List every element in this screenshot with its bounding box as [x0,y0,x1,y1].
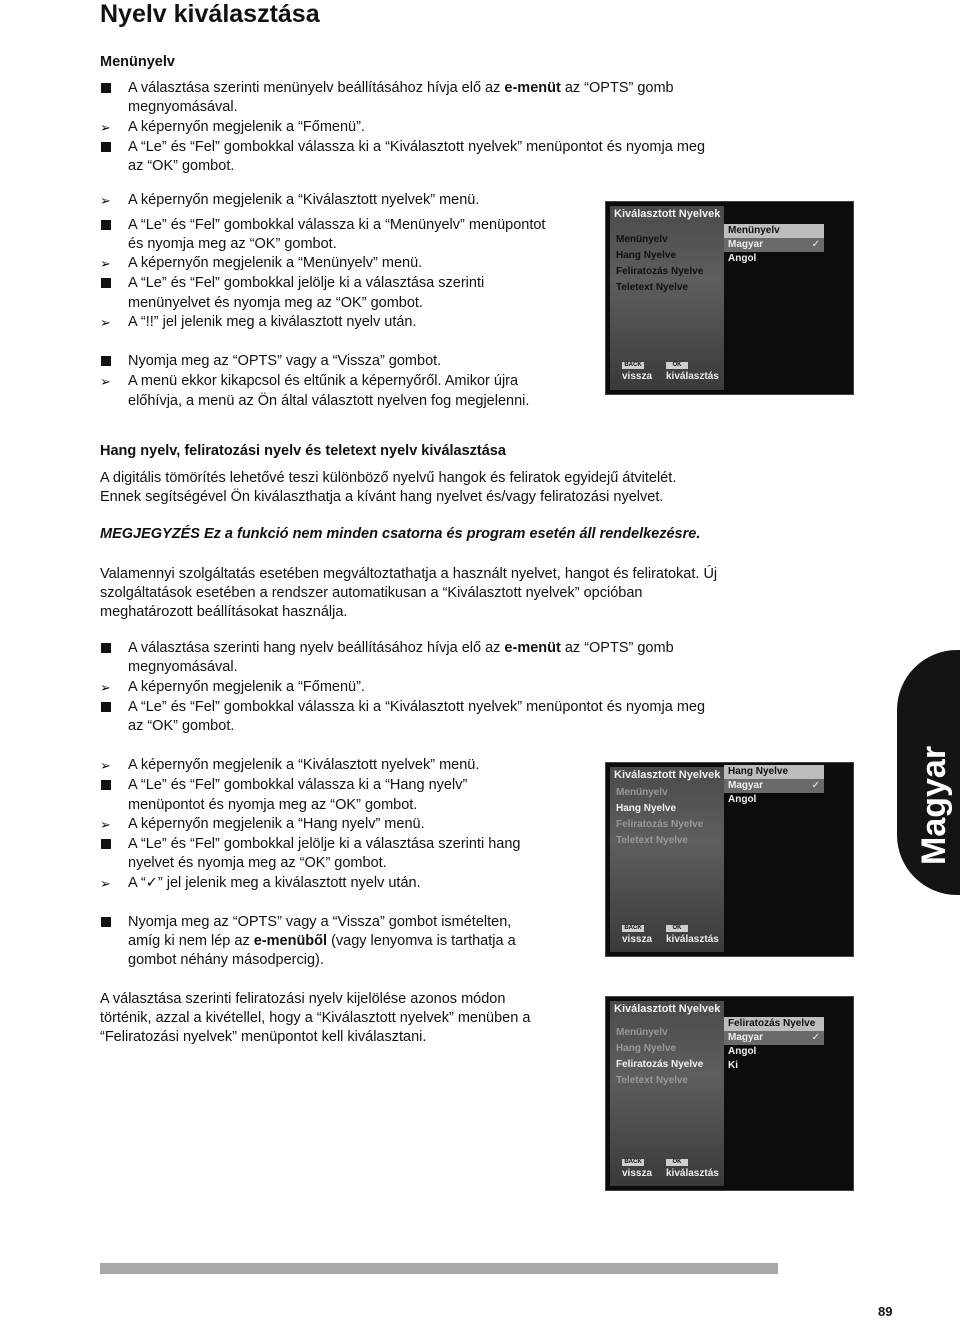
submenu-item: Angol [728,1046,757,1057]
check-icon: ✓ [811,780,820,791]
instruction-text: menüpontot és nyomja meg az “OK” gombot. [128,797,418,813]
tv-screen-menu-language [605,201,854,395]
footer-bar [100,1263,778,1274]
instruction-text: A “Le” és “Fel” gombokkal jelölje ki a választása szerinti hang [128,836,521,852]
instruction-text: A “Le” és “Fel” gombokkal válassza ki a “Hang nyelv” [128,777,468,793]
menu-item: Teletext Nyelve [616,282,689,293]
instruction-text: A képernyőn megjelenik a “Kiválasztott nyelvek” menü. [128,757,480,773]
instruction-text: és nyomja meg az “OK” gombot. [128,236,337,252]
instruction-text: gombot néhány másodpercig). [128,952,324,968]
panel-title: Kiválasztott Nyelvek [614,769,721,781]
closing-line-2: történik, azzal a kivétellel, hogy a “Kiválasztott nyelvek” menüben a [100,1010,531,1026]
page-number: 89 [878,1304,893,1319]
instruction-text: Nyomja meg az “OPTS” vagy a “Vissza” gombot ismételten, [128,914,512,930]
submenu [724,224,824,266]
instruction-text: A “!!” jel jelenik meg a kiválasztott nyelv után. [128,314,417,330]
instruction-text: amíg ki nem lép az e-menüből (vagy lenyomva is tarthatja a [128,933,516,949]
submenu-item: Angol [728,794,757,805]
section-heading-menu-language: Menünyelv [100,54,175,70]
tv-screen-subtitle-language [605,996,854,1191]
menu-item: Hang Nyelve [616,803,677,814]
para-line-3: meghatározott beállításokat használja. [100,604,348,620]
menu-item: Teletext Nyelve [616,835,689,846]
instruction-text: A képernyőn megjelenik a “Főmenü”. [128,679,365,695]
back-button-hint: BACK vissza [622,362,653,382]
instruction-text: A képernyőn megjelenik a “Főmenü”. [128,119,365,135]
arrow-bullet-icon: ➢ [100,256,111,271]
submenu-item: Angol [728,253,757,264]
ok-button-hint: OK kiválasztás [666,925,719,945]
instruction-text: A képernyőn megjelenik a “Hang nyelv” menü. [128,816,425,832]
menu-item: Feliratozás Nyelve [616,266,704,277]
instruction-text: megnyomásával. [128,659,238,675]
panel-title: Kiválasztott Nyelvek [614,1003,721,1015]
tv-screen-audio-language [605,762,854,957]
instruction-text: A “Le” és “Fel” gombokkal válassza ki a “Menünyelv” menüpontot [128,217,546,233]
para-line-2: szolgáltatások esetében a rendszer automatikusan a “Kiválasztott nyelvek” opcióban [100,585,643,601]
arrow-bullet-icon: ➢ [100,876,111,891]
arrow-bullet-icon: ➢ [100,120,111,135]
panel-title: Kiválasztott Nyelvek [614,208,721,220]
check-icon: ✓ [811,239,820,250]
arrow-bullet-icon: ➢ [100,758,111,773]
instruction-text: A “✓” jel jelenik meg a kiválasztott nyelv után. [128,875,421,891]
back-button-hint: BACK vissza [622,925,653,945]
instruction-text: A képernyőn megjelenik a “Kiválasztott nyelvek” menü. [128,192,480,208]
intro-line-1: A digitális tömörítés lehetővé teszi különböző nyelvű hangok és feliratok egyidejű átvitelét. [100,470,677,486]
para-line-1: Valamennyi szolgáltatás esetében megváltoztathatja a használt nyelvet, hangot és feliratokat. Új [100,566,718,582]
ok-button-hint: OK kiválasztás [666,1159,719,1179]
check-icon: ✓ [811,1032,820,1043]
instruction-text: megnyomásával. [128,99,238,115]
menu-item: Hang Nyelve [616,1043,677,1054]
instruction-text: az “OK” gombot. [128,718,235,734]
submenu-item: Ki [728,1060,738,1071]
note: MEGJEGYZÉS Ez a funkció nem minden csatorna és program esetén áll rendelkezésre. [100,526,701,542]
instruction-text: A “Le” és “Fel” gombokkal válassza ki a “Kiválasztott nyelvek” menüpontot és nyomja meg [128,699,706,715]
back-button-hint: BACK vissza [622,1159,653,1179]
instruction-text: menünyelvet és nyomja meg az “OK” gombot. [128,295,423,311]
menu-item: Feliratozás Nyelve [616,819,704,830]
section-heading-audio-subtitle: Hang nyelv, feliratozási nyelv és teletext nyelv kiválasztása [100,443,506,459]
menu-item: Hang Nyelve [616,250,677,261]
page-title: Nyelv kiválasztása [100,0,320,28]
submenu [724,1017,824,1073]
arrow-bullet-icon: ➢ [100,374,111,389]
arrow-bullet-icon: ➢ [100,817,111,832]
instruction-text: A választása szerinti hang nyelv beállításához hívja elő az e-menüt az “OPTS” gomb [128,640,674,656]
submenu-item: Magyar ✓ [724,238,824,252]
instruction-text: A menü ekkor kikapcsol és eltűnik a képernyőről. Amikor újra [128,373,519,389]
submenu [724,765,824,807]
instruction-text: előhívja, a menü az Ön által választott nyelven fog megjelenni. [128,393,530,409]
instruction-text: A “Le” és “Fel” gombokkal válassza ki a “Kiválasztott nyelvek” menüpontot és nyomja meg [128,139,706,155]
intro-line-2: Ennek segítségével Ön kiválaszthatja a kívánt hang nyelvet és/vagy feliratozási nyelvet. [100,489,664,505]
submenu-item: Magyar ✓ [724,779,824,793]
instruction-text: A választása szerinti menünyelv beállításához hívja elő az e-menüt az “OPTS” gomb [128,80,674,96]
instruction-text: nyelvet és nyomja meg az “OK” gombot. [128,855,387,871]
instruction-text: az “OK” gombot. [128,158,235,174]
arrow-bullet-icon: ➢ [100,680,111,695]
closing-line-1: A választása szerinti feliratozási nyelv kijelölése azonos módon [100,991,506,1007]
instruction-text: Nyomja meg az “OPTS” vagy a “Vissza” gombot. [128,353,442,369]
arrow-bullet-icon: ➢ [100,315,111,330]
submenu-title: Hang Nyelve [724,765,824,779]
submenu-item: Magyar ✓ [724,1031,824,1045]
menu-item: Teletext Nyelve [616,1075,689,1086]
submenu-title: Menünyelv [724,224,824,238]
instruction-text: A képernyőn megjelenik a “Menünyelv” menü. [128,255,423,271]
menu-item: Menünyelv [616,787,668,798]
menu-item: Menünyelv [616,234,668,245]
arrow-bullet-icon: ➢ [100,193,111,208]
menu-item: Menünyelv [616,1027,668,1038]
language-side-tab: Magyar [897,650,960,895]
menu-item: Feliratozás Nyelve [616,1059,704,1070]
ok-button-hint: OK kiválasztás [666,362,719,382]
instruction-text: A “Le” és “Fel” gombokkal jelölje ki a választása szerinti [128,275,485,291]
submenu-title: Feliratozás Nyelve [724,1017,824,1031]
closing-line-3: “Feliratozási nyelvek” menüpontot kell kiválasztani. [100,1029,427,1045]
